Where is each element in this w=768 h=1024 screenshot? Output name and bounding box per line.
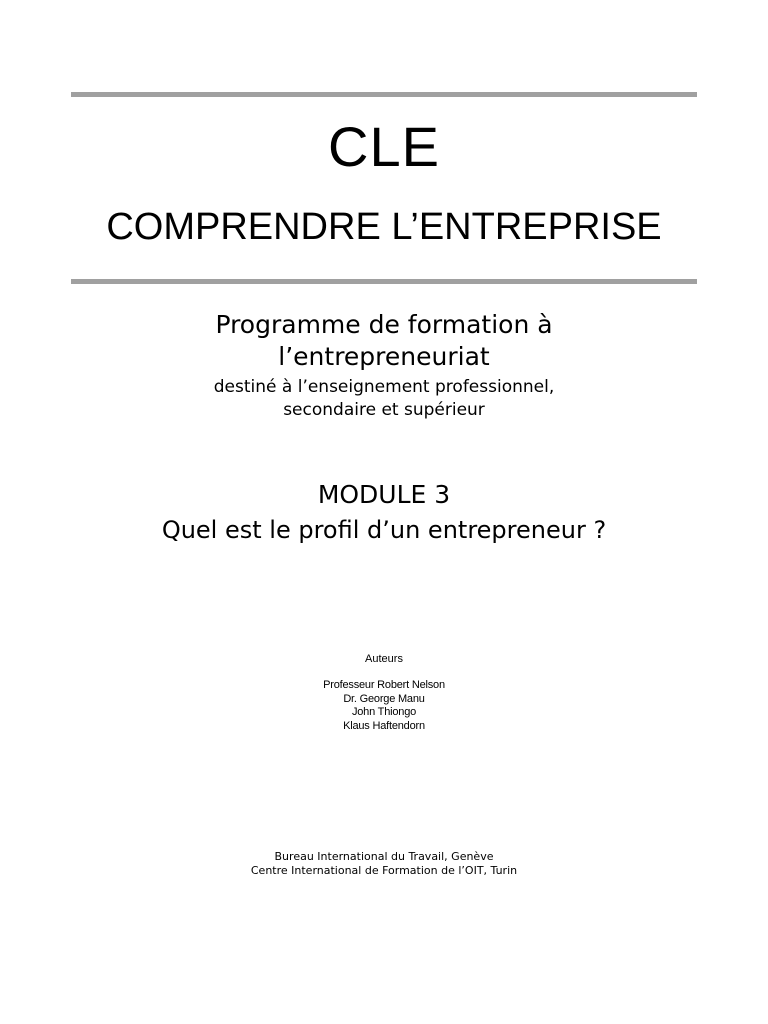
bottom-divider [71, 279, 697, 284]
authors-heading: Auteurs [365, 653, 403, 665]
module-number: MODULE 3 [317, 480, 451, 509]
author-name: Professeur Robert Nelson [323, 679, 445, 691]
publishers [0, 850, 768, 878]
authors-list [0, 679, 768, 733]
publisher-line-1: Bureau International du Travail, Genève [274, 850, 494, 863]
author-name: Dr. George Manu [343, 692, 425, 705]
acronym-title: CLE [328, 115, 440, 178]
programme-heading [0, 309, 768, 373]
top-divider [71, 92, 697, 97]
main-title: COMPRENDRE L’ENTREPRISE [106, 206, 662, 248]
programme-line-1: Programme de formation à [215, 310, 553, 339]
audience-description [0, 376, 768, 422]
programme-line-2: l’entrepreneuriat [278, 342, 490, 371]
publisher-line-2: Centre International de Formation de l’OIT, Turin [250, 864, 518, 877]
author-name: Klaus Haftendorn [343, 719, 425, 732]
module-title: Quel est le profil d’un entrepreneur ? [161, 516, 607, 544]
author-name: John Thiongo [351, 706, 417, 718]
audience-line-2: secondaire et supérieur [283, 400, 485, 420]
audience-line-1: destiné à l’enseignement professionnel, [213, 377, 555, 397]
